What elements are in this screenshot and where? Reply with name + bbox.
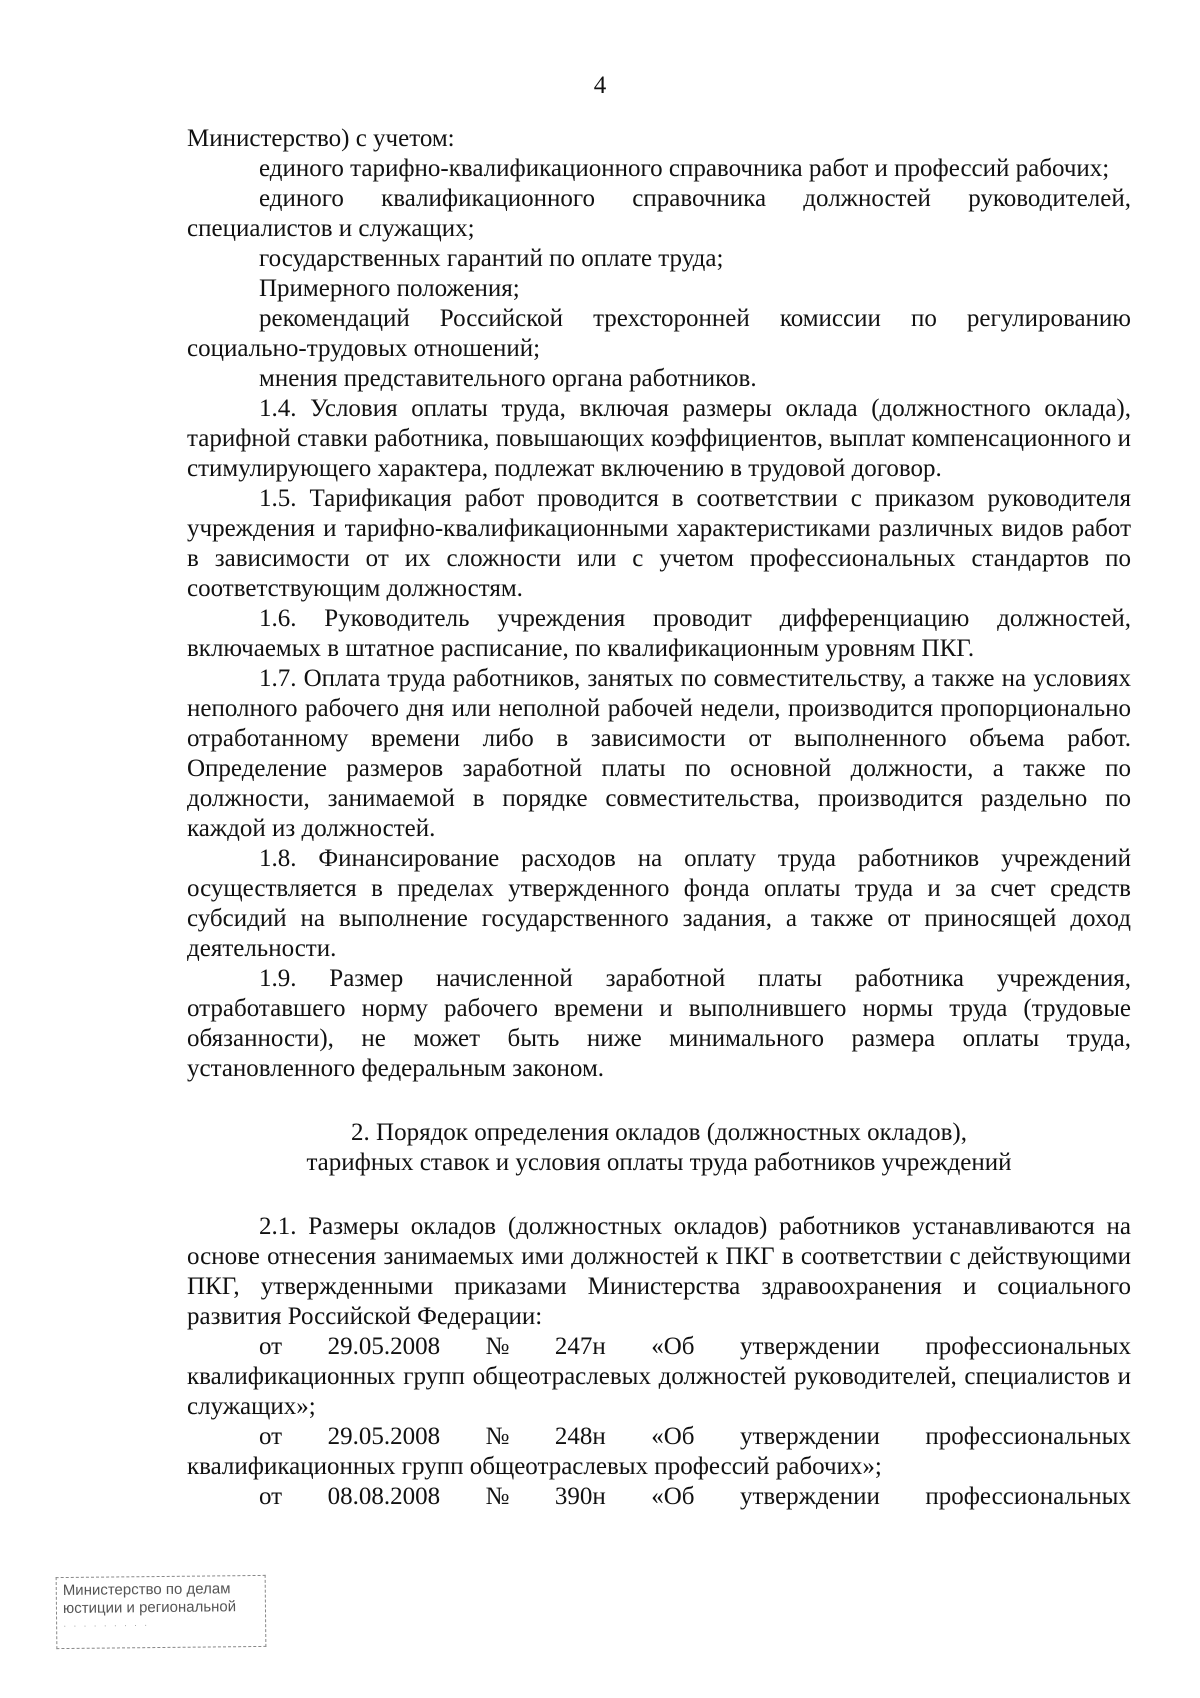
clause-1-6: 1.6. Руководитель учреждения проводит дифференциацию должностей, включаемых в штатное расписание, по квалификационным уровням ПКГ. (187, 605, 1131, 662)
list-item: единого тарифно-квалификационного справочника работ и профессий рабочих; (259, 155, 1110, 182)
clause-2-1: 2.1. Размеры окладов (должностных окладов) работников устанавливаются на основе отнесения занимаемых ими должностей к ПКГ в соответствии с действующими ПКГ, утвержденными приказами Министерства здравоохранения и социального развития Российской Федерации: (187, 1213, 1131, 1330)
clause-1-7: 1.7. Оплата труда работников, занятых по совместительству, а также на условиях неполного рабочего дня или неполной рабочей недели, производится пропорционально отработанному времени либо в зависимости от выполненного объема работ. Определение размеров заработной платы по основной должности, а также по должности, занимаемой в порядке совместительства, производится раздельно по каждой из должностей. (187, 665, 1131, 842)
clause-1-5: 1.5. Тарификация работ проводится в соответствии с приказом руководителя учреждения и тарифно-квалификационными характеристиками различных видов работ в зависимости от их сложности или с учетом профессиональных стандартов по соответствующим должностям. (187, 485, 1131, 602)
order-line: от 29.05.2008 № 247н «Об утверждении профессиональных (259, 1333, 1131, 1360)
order-continuation: квалификационных групп общеотраслевых должностей руководителей, специалистов и служащих»; (187, 1363, 1131, 1420)
clause-1-9: 1.9. Размер начисленной заработной платы работника учреждения, отработавшего норму рабочего времени и выполнившего нормы труда (трудовые обязанности), не может быть ниже минимального размера оплаты труда, установленного федеральным законом. (187, 965, 1131, 1082)
section-heading-line-2: тарифных ставок и условия оплаты труда работников учреждений (306, 1149, 1012, 1176)
order-continuation: квалификационных групп общеотраслевых профессий рабочих»; (187, 1453, 882, 1480)
page-number: 4 (593, 72, 607, 99)
order-line: от 29.05.2008 № 248н «Об утверждении профессиональных (259, 1423, 1131, 1450)
list-item: мнения представительного органа работников. (259, 365, 757, 392)
clause-1-8: 1.8. Финансирование расходов на оплату труда работников учреждений осуществляется в пределах утвержденного фонда оплаты труда и за счет средств субсидий на выполнение государственного задания, а также от приносящей доход деятельности. (187, 845, 1131, 962)
document-body (187, 124, 1131, 1512)
section-heading-line-1: 2. Порядок определения окладов (должностных окладов), (351, 1119, 967, 1146)
list-item: государственных гарантий по оплате труда; (259, 245, 724, 272)
order-line: от 08.08.2008 № 390н «Об утверждении профессиональных (259, 1483, 1131, 1510)
list-item: единого квалификационного справочника должностей руководителей, специалистов и служащих; (187, 185, 1131, 242)
registration-stamp (56, 1575, 267, 1649)
list-item: рекомендаций Российской трехсторонней комиссии по регулированию социально-трудовых отношений; (187, 305, 1131, 362)
list-item: Примерного положения; (259, 275, 520, 302)
stamp-illegible-line: · · · · · · · · · (63, 1620, 150, 1633)
stamp-line-2: юстиции и региональной (62, 1598, 237, 1618)
paragraph-continuation: Министерство) с учетом: (187, 125, 455, 152)
clause-1-4: 1.4. Условия оплаты труда, включая размеры оклада (должностного оклада), тарифной ставки работника, повышающих коэффициентов, выплат компенсационного и стимулирующего характера, подлежат включению в трудовой договор. (187, 395, 1131, 482)
stamp-line-1: Министерство по делам (62, 1580, 231, 1600)
